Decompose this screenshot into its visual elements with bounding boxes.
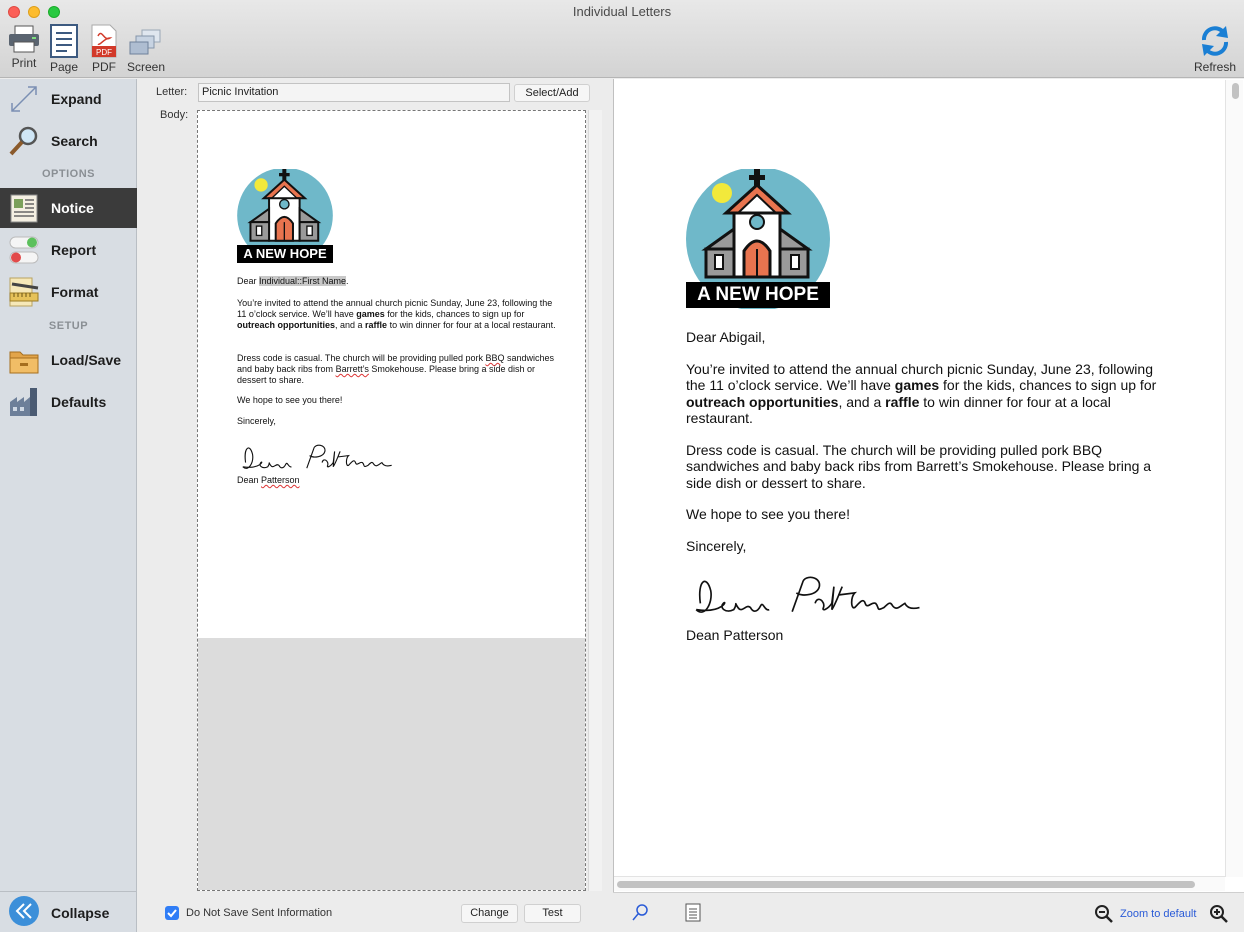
paragraph-1 — [686, 361, 1166, 426]
paragraph-2 — [237, 353, 557, 386]
sidebar-item-format[interactable] — [0, 272, 137, 312]
print-button[interactable] — [4, 24, 44, 70]
printer-icon — [7, 24, 41, 54]
sidebar-item-label: Report — [51, 242, 97, 258]
p1-games: games — [894, 377, 940, 394]
sidebar — [0, 79, 137, 932]
signature-image — [692, 571, 932, 619]
collapse-label: Collapse — [51, 905, 110, 921]
refresh-label: Refresh — [1193, 60, 1237, 74]
window-title: Individual Letters — [572, 4, 672, 19]
p2-barretts: Barrett’s — [335, 364, 369, 374]
signature-first-name: Dean — [237, 475, 262, 485]
refresh-button[interactable] — [1192, 24, 1238, 74]
p1-outreach: outreach opportunities — [686, 393, 839, 410]
sidebar-item-label: Load/Save — [51, 352, 122, 368]
p1-text: , and a — [838, 393, 886, 410]
sidebar-item-notice[interactable] — [0, 188, 137, 228]
signature-last-name: Patterson — [261, 475, 300, 485]
document-list-icon[interactable] — [684, 903, 702, 923]
closing-line: Sincerely, — [686, 538, 747, 554]
newspaper-icon — [8, 192, 40, 224]
zoom-out-icon[interactable] — [1094, 904, 1114, 924]
paragraph-1 — [237, 298, 557, 331]
p1-outreach: outreach opportunities — [237, 320, 336, 330]
sidebar-item-label: Defaults — [51, 394, 107, 410]
sidebar-item-load-save[interactable] — [0, 340, 137, 380]
p2-text: sandwiches and baby back ribs from — [237, 353, 555, 374]
p1-text: to win dinner for four at a local restaurant. — [387, 320, 556, 330]
change-button[interactable]: Change — [461, 904, 518, 923]
preview-vertical-scrollbar[interactable] — [1225, 80, 1243, 877]
signature-name — [237, 475, 557, 486]
letter-preview-pane — [613, 79, 1244, 892]
p2-text: Smokehouse. Please bring a side dish or dessert to share. — [237, 364, 536, 385]
screen-label: Screen — [126, 60, 166, 74]
refresh-icon — [1198, 24, 1232, 58]
salutation-line — [237, 276, 557, 287]
setup-section-header: SETUP — [48, 320, 89, 332]
letter-editor-pane — [138, 79, 612, 932]
expand-icon — [8, 83, 40, 115]
scroll-thumb[interactable] — [1232, 83, 1239, 99]
sidebar-item-defaults[interactable] — [0, 382, 137, 422]
salutation-prefix: Dear — [237, 276, 260, 286]
magnifier-icon[interactable] — [630, 903, 650, 923]
sidebar-item-label: Notice — [51, 200, 94, 216]
page-end-area — [198, 638, 585, 890]
merge-field-first-name[interactable]: Individual::First Name — [259, 276, 347, 286]
factory-icon — [8, 386, 40, 418]
pdf-button[interactable] — [86, 24, 122, 74]
p1-games: games — [356, 309, 385, 319]
sidebar-item-search[interactable] — [0, 121, 137, 161]
sidebar-item-label: Format — [51, 284, 99, 300]
p1-text: , and a — [335, 320, 366, 330]
sidebar-item-expand[interactable] — [0, 79, 137, 119]
sidebar-item-label: Expand — [51, 91, 102, 107]
folder-icon — [8, 344, 40, 376]
page-setup-icon — [49, 24, 79, 58]
signature-name: Dean Patterson — [686, 627, 784, 643]
p1-text: for the kids, chances to sign up for — [939, 377, 1157, 394]
options-section-header: OPTIONS — [41, 168, 95, 180]
paragraph-2: Dress code is casual. The church will be providing pulled pork BBQ sandwiches and baby back ribs from Barrett’s Smokehouse. Please bring a side dish or dessert to share. — [686, 442, 1152, 491]
signature-image — [240, 441, 400, 473]
paragraph-3: We hope to see you there! — [686, 506, 850, 522]
collapse-button[interactable] — [0, 891, 137, 932]
salutation-line: Dear Abigail, — [686, 329, 766, 345]
logo-text-banner: A NEW HOPE — [686, 282, 830, 308]
ruler-pencil-icon — [8, 276, 40, 308]
pdf-icon — [90, 24, 118, 58]
select-add-button[interactable]: Select/Add — [514, 84, 590, 102]
p1-text: to win dinner for four at a local restaurant. — [686, 393, 1111, 426]
letter-name-field[interactable]: Picnic Invitation — [198, 83, 510, 102]
magnifier-icon — [8, 125, 40, 157]
screen-windows-icon — [128, 24, 164, 58]
checkmark-icon — [165, 906, 179, 920]
pdf-label: PDF — [92, 60, 116, 74]
toggles-icon — [8, 234, 40, 266]
p2-text: Dress code is casual. The church will be providing pulled pork — [237, 353, 486, 363]
collapse-chevrons-icon — [8, 895, 40, 927]
sidebar-item-report[interactable] — [0, 230, 137, 270]
paragraph-3: We hope to see you there! — [237, 395, 343, 405]
page-button[interactable] — [46, 24, 82, 74]
do-not-save-label: Do Not Save Sent Information — [186, 907, 333, 919]
letter-label: Letter: — [156, 86, 188, 98]
preview-bottom-bar — [613, 892, 1244, 932]
p1-text: You’re invited to attend the annual church picnic Sunday, June 23, following the 11 o’clock service. We’ll have — [237, 298, 553, 319]
title-bar — [0, 0, 1244, 78]
preview-horizontal-scrollbar[interactable] — [614, 876, 1225, 891]
p1-text: for the kids, chances to sign up for — [384, 309, 525, 319]
test-button[interactable]: Test — [524, 904, 581, 923]
logo-text-banner: A NEW HOPE — [237, 245, 333, 263]
pdf-badge-text: PDF — [96, 48, 112, 57]
p1-raffle: raffle — [885, 393, 920, 410]
do-not-save-checkbox[interactable] — [165, 906, 179, 920]
scroll-thumb[interactable] — [617, 881, 1195, 888]
closing-line: Sincerely, — [237, 416, 276, 426]
p2-bbq: BBQ — [485, 353, 505, 363]
zoom-in-icon[interactable] — [1209, 904, 1229, 924]
page-label: Page — [49, 60, 79, 74]
salutation-suffix: . — [346, 276, 349, 286]
print-label: Print — [11, 56, 37, 70]
sidebar-item-label: Search — [51, 133, 98, 149]
editor-scroll-track[interactable] — [588, 110, 602, 891]
zoom-to-default-link[interactable]: Zoom to default — [1120, 908, 1197, 920]
body-label: Body: — [160, 109, 189, 121]
p1-text: You’re invited to attend the annual church picnic Sunday, June 23, following the 11 o’clock service. We’ll have — [686, 361, 1153, 394]
screen-button[interactable] — [124, 24, 168, 74]
p1-raffle: raffle — [365, 320, 388, 330]
letter-body-editor[interactable] — [197, 110, 586, 891]
